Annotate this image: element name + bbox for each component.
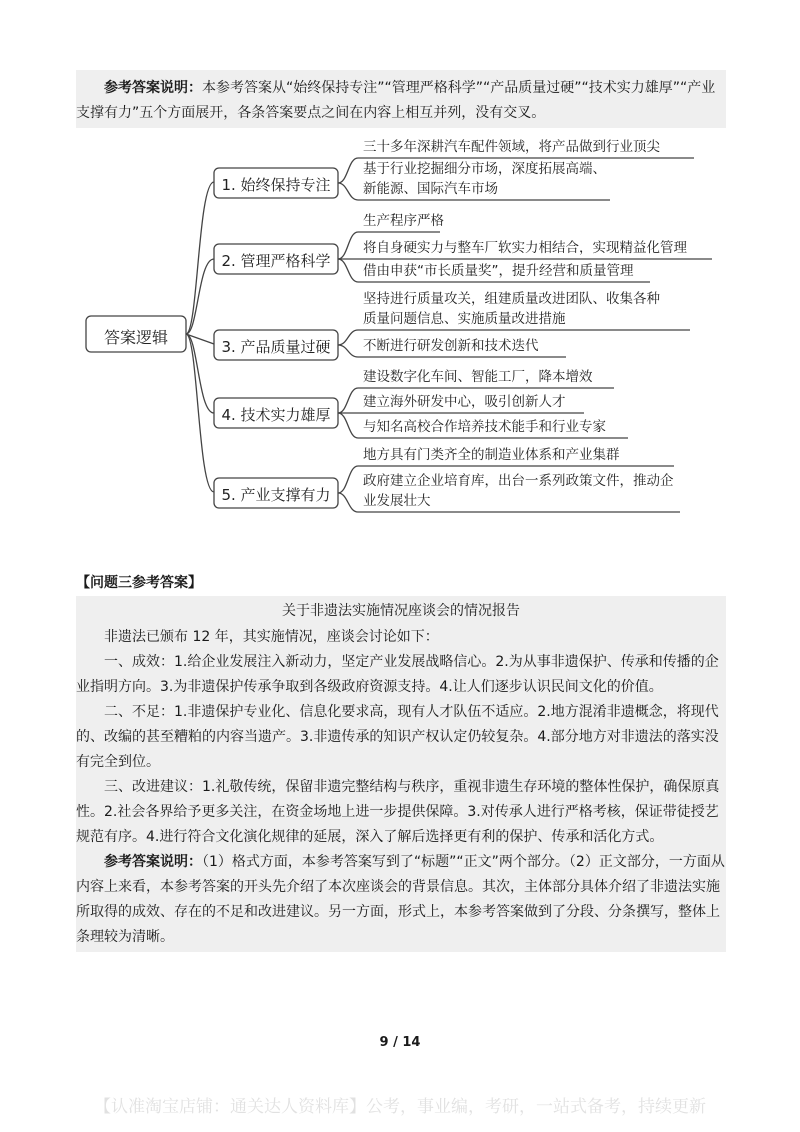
leaf-2-2: 将自身硬实力与整车厂软实力相结合，实现精益化管理 (363, 240, 687, 256)
leaf-1-2: 基于行业挖掘细分市场，深度拓展高端、新能源、国际汽车市场 (363, 161, 606, 197)
report-paragraph-intro: 非遗法已颁布 12 年，其实施情况，座谈会讨论如下： (104, 629, 439, 645)
leaf-5-1: 地方具有门类齐全的制造业体系和产业集群 (363, 447, 620, 463)
leaf-4-2: 建立海外研发中心，吸引创新人才 (363, 394, 566, 410)
note-label: 参考答案说明： (104, 80, 202, 96)
answer-note-2 (76, 850, 726, 950)
branch-node-2: 2. 管理严格科学 (221, 252, 331, 270)
answer-note-1 (76, 70, 726, 128)
root-node: 答案逻辑 (103, 328, 168, 347)
leaf-5-2: 政府建立企业培育库，出台一系列政策文件，推动企业发展壮大 (363, 473, 674, 509)
branch-node-3: 3. 产品质量过硬 (221, 338, 331, 356)
report-body (76, 625, 726, 950)
leaf-1-1: 三十多年深耕汽车配件领域，将产品做到行业顶尖 (363, 139, 660, 155)
branch-node-4: 4. 技术实力雄厚 (221, 406, 331, 424)
report-paragraph-shortcomings: 二、不足：1.非遗保护专业化、信息化要求高，现有人才队伍不适应。2.地方混淆非遗概念，将现代的、改编的甚至糟粕的内容当遗产。3.非遗传承的知识产权认定仍较复杂。4.部分地方对非遗法的落实没有完全到位。 (76, 704, 719, 770)
leaf-4-1: 建设数字化车间、智能工厂，降本增效 (363, 369, 593, 385)
leaf-2-1: 生产程序严格 (363, 213, 444, 229)
report-paragraph-suggestions: 三、改进建议：1.礼敬传统，保留非遗完整结构与秩序，重视非遗生存环境的整体性保护，确保原真性。2.社会各界给予更多关注，在资金场地上进一步提供保障。3.对传承人进行严格考核，保证带徒授艺规范有序。4.进行符合文化演化规律的延展，深入了解后选择更有利的保护、传承和活化方式。 (76, 779, 720, 845)
leaf-4-3: 与知名高校合作培养技术能手和行业专家 (363, 419, 606, 435)
branch-node-5: 5. 产业支撑有力 (221, 486, 331, 504)
leaf-3-2: 不断进行研发创新和技术迭代 (363, 338, 539, 354)
note-text: 本参考答案从“始终保持专注”“管理严格科学”“产品质量过硬”“技术实力雄厚”“产业支撑有力”五个方面展开，各条答案要点之间在内容上相互并列，没有交叉。 (76, 80, 716, 121)
report-paragraph-results: 一、成效：1.给企业发展注入新动力，坚定产业发展战略信心。2.为从事非遗保护、传承和传播的企业指明方向。3.为非遗保护传承争取到各级政府资源支持。4.让人们逐步认识民间文化的价值。 (76, 654, 719, 695)
branch-node-1: 1. 始终保持专注 (221, 176, 331, 194)
leaf-3-1: 坚持进行质量攻关，组建质量改进团队、收集各种质量问题信息、实施质量改进措施 (363, 291, 660, 327)
question-3-heading: 【问题三参考答案】 (76, 575, 202, 591)
mind-map (80, 132, 720, 522)
note-text: （1）格式方面，本参考答案写到了“标题”“正文”两个部分。（2）正文部分，一方面从内容上来看，本参考答案的开头先介绍了本次座谈会的背景信息。其次，主体部分具体介绍了非遗法实施所取得的成效、存在的不足和改进建议。另一方面，形式上，本参考答案做到了分段、分条撰写，整体上条理较为清晰。 (76, 854, 725, 945)
watermark-text: 【认准淘宝店铺：通关达人资料库】公考，事业编，考研，一站式备考，持续更新 (94, 1097, 706, 1117)
report-section (76, 596, 726, 952)
page-number: 9 / 14 (379, 1035, 421, 1050)
leaf-2-3: 借由申获“市长质量奖”，提升经营和质量管理 (363, 263, 634, 279)
note-label: 参考答案说明： (104, 854, 202, 870)
report-title: 关于非遗法实施情况座谈会的情况报告 (282, 603, 520, 619)
